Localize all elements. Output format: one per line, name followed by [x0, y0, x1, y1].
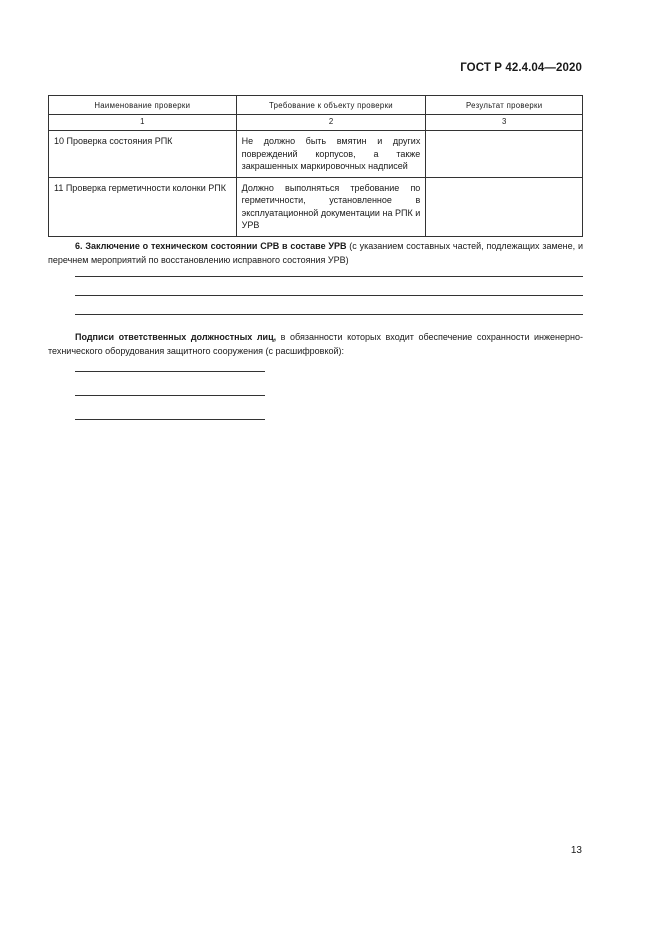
conclusion-fill-line[interactable] [75, 276, 583, 277]
signature-line[interactable] [75, 419, 265, 420]
page-number: 13 [570, 845, 582, 856]
column-header-result: Результат проверки [426, 96, 583, 115]
checks-table [48, 95, 583, 237]
conclusion-paragraph [48, 239, 583, 267]
table-row [49, 131, 583, 178]
signature-line[interactable] [75, 395, 265, 396]
signature-line[interactable] [75, 371, 265, 372]
column-number: 3 [426, 115, 583, 131]
check-name: 11 Проверка герметичности колонки РПК [49, 177, 237, 236]
column-numbers-row [49, 115, 583, 131]
conclusion-fill-line[interactable] [75, 314, 583, 315]
column-header-name: Наименование проверки [49, 96, 237, 115]
check-requirement: Не должно быть вмятин и других повреждений корпусов, а также закрашенных маркировочных надписей [236, 131, 426, 178]
table-row [49, 177, 583, 236]
check-name: 10 Проверка состояния РПК [49, 131, 237, 178]
column-number: 2 [236, 115, 426, 131]
document-id: ГОСТ Р 42.4.04—2020 [460, 62, 582, 74]
column-header-requirement: Требование к объекту проверки [236, 96, 426, 115]
check-result[interactable] [426, 131, 583, 178]
signatures-heading: Подписи ответственных должностных лиц, [75, 332, 277, 342]
conclusion-fill-line[interactable] [75, 295, 583, 296]
signatures-text: в обязанности которых входит обеспечение сохранности инженерно-технического оборудования защитного сооружения (с расшифровкой): [48, 332, 583, 356]
conclusion-text: (с указанием составных частей, подлежащих замене, и перечнем мероприятий по восстановлению исправного состояния УРВ) [48, 241, 583, 265]
table-header-row [49, 96, 583, 115]
conclusion-heading: 6. Заключение о техническом состоянии СРВ в составе УРВ [75, 241, 347, 251]
signatures-paragraph [48, 330, 583, 358]
column-number: 1 [49, 115, 237, 131]
check-result[interactable] [426, 177, 583, 236]
check-requirement: Должно выполняться требование по герметичности, установленное в эксплуатационной документации на РПК и УРВ [236, 177, 426, 236]
